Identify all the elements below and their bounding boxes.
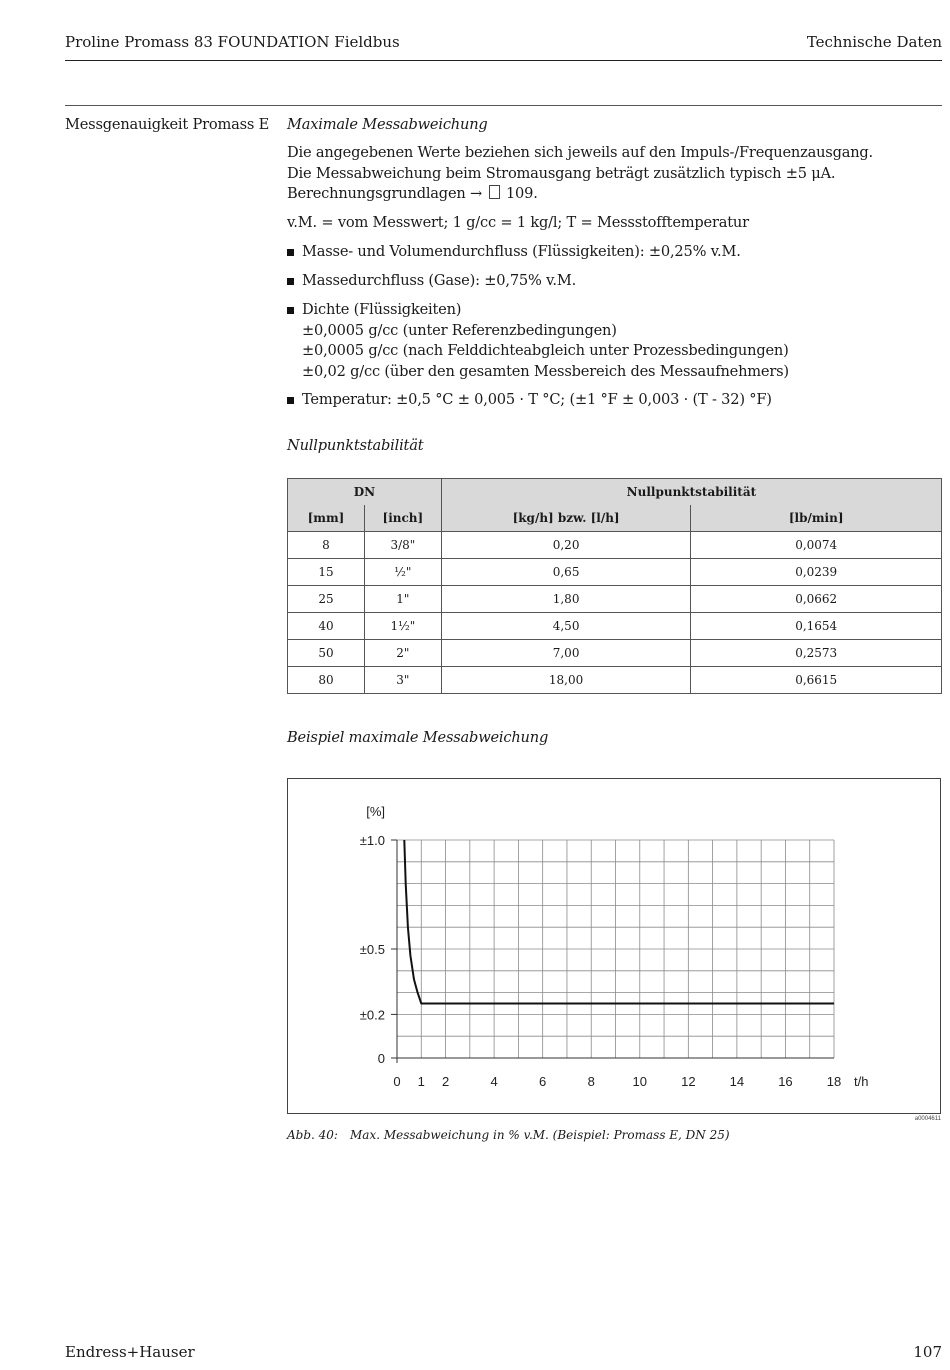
y-tick-label: 0 (377, 1051, 385, 1066)
section-rule (65, 105, 942, 106)
cell-lbmin: 0,6615 (691, 667, 942, 694)
bullet-square (287, 307, 294, 314)
bullet-density (287, 300, 789, 382)
table-row (288, 532, 942, 559)
deviation-chart (287, 778, 941, 1114)
x-tick-label: 6 (539, 1074, 547, 1089)
x-tick-label: 18 (826, 1074, 842, 1089)
y-axis-label: [%] (366, 804, 385, 819)
y-tick-label: ±0.5 (359, 942, 385, 957)
cell-lbmin: 0,2573 (691, 640, 942, 667)
bullet-mass-gas (287, 271, 576, 292)
table-row (288, 586, 942, 613)
density-line-3: ±0,02 g/cc (über den gesamten Messbereich des Messaufnehmers) (302, 362, 789, 380)
cell-inch: 2" (364, 640, 441, 667)
x-tick-label: 16 (778, 1074, 793, 1089)
bullet-temperature (287, 390, 772, 411)
cell-mm: 25 (288, 586, 365, 613)
x-tick-label: 8 (587, 1074, 595, 1089)
table-row (288, 667, 942, 694)
heading-example: Beispiel maximale Messabweichung (287, 729, 549, 746)
cell-mm: 80 (288, 667, 365, 694)
intro-line-3-prefix: Berechnungsgrundlagen → (287, 185, 483, 202)
cell-lbmin: 0,0239 (691, 559, 942, 586)
heading-max-deviation: Maximale Messabweichung (287, 116, 488, 133)
zero-stability-table (287, 478, 942, 694)
bullet-square (287, 278, 294, 285)
x-tick-label: 1 (417, 1074, 425, 1089)
x-axis-label: t/h (854, 1074, 869, 1089)
x-tick-label: 14 (729, 1074, 745, 1089)
col-group-zero: Nullpunktstabilität (441, 479, 941, 506)
figure-caption (287, 1128, 730, 1142)
col-group-dn: DN (288, 479, 442, 506)
intro-paragraph (287, 143, 942, 205)
col-header-lbmin: [lb/min] (691, 505, 942, 532)
cell-lbmin: 0,1654 (691, 613, 942, 640)
cell-kgh: 0,20 (441, 532, 691, 559)
cell-inch: 3/8" (364, 532, 441, 559)
col-header-kgh: [kg/h] bzw. [l/h] (441, 505, 691, 532)
page-number: 107 (913, 1343, 942, 1361)
intro-line-1: Die angegebenen Werte beziehen sich jeweils auf den Impuls-/Frequenzausgang. (287, 144, 874, 161)
cell-lbmin: 0,0074 (691, 532, 942, 559)
bullet-text: Masse- und Volumendurchfluss (Flüssigkeiten): ±0,25% v.M. (302, 243, 741, 260)
bullet-text: Temperatur: ±0,5 °C ± 0,005 · T °C; (±1 °F ± 0,003 · (T - 32) °F) (302, 391, 772, 408)
cell-kgh: 18,00 (441, 667, 691, 694)
cell-kgh: 7,00 (441, 640, 691, 667)
cell-inch: ½" (364, 559, 441, 586)
x-tick-label: 4 (490, 1074, 498, 1089)
cell-kgh: 4,50 (441, 613, 691, 640)
figure-code: a0004611 (914, 1116, 941, 1122)
table-row (288, 640, 942, 667)
table-row (288, 613, 942, 640)
cell-mm: 40 (288, 613, 365, 640)
cell-kgh: 1,80 (441, 586, 691, 613)
density-line-1: ±0,0005 g/cc (unter Referenzbedingungen) (302, 321, 617, 339)
bullet-square (287, 249, 294, 256)
cell-mm: 8 (288, 532, 365, 559)
cell-kgh: 0,65 (441, 559, 691, 586)
section-label: Messgenauigkeit Promass E (65, 116, 270, 133)
cell-inch: 1" (364, 586, 441, 613)
header-title: Proline Promass 83 FOUNDATION Fieldbus (65, 33, 400, 51)
page-ref-link[interactable]: 109. (505, 185, 538, 202)
cell-lbmin: 0,0662 (691, 586, 942, 613)
intro-line-2: Die Messabweichung beim Stromausgang beträgt zusätzlich typisch ±5 μA. (287, 164, 836, 182)
definition-line: v.M. = vom Messwert; 1 g/cc = 1 kg/l; T = Messstofftemperatur (287, 214, 749, 231)
cell-inch: 3" (364, 667, 441, 694)
x-tick-label: 0 (393, 1074, 401, 1089)
header-section: Technische Daten (806, 33, 942, 51)
bullet-text: Dichte (Flüssigkeiten) (302, 301, 462, 318)
bullet-text: Massedurchfluss (Gase): ±0,75% v.M. (302, 272, 577, 289)
bullet-mass-volume (287, 242, 741, 263)
series-line (404, 840, 834, 1004)
density-line-2: ±0,0005 g/cc (nach Felddichteabgleich unter Prozessbedingungen) (302, 342, 789, 359)
header-rule (65, 60, 942, 61)
y-tick-label: ±1.0 (359, 833, 385, 848)
footer-company: Endress+Hauser (65, 1343, 195, 1361)
x-tick-label: 2 (441, 1074, 450, 1089)
cell-inch: 1½" (364, 613, 441, 640)
col-header-mm: [mm] (288, 505, 365, 532)
heading-zero-stability: Nullpunktstabilität (287, 437, 424, 454)
page-ref-icon (489, 185, 500, 199)
cell-mm: 15 (288, 559, 365, 586)
table-body (288, 532, 942, 694)
x-tick-label: 12 (681, 1074, 696, 1089)
caption-number: Abb. 40: (287, 1128, 338, 1142)
cell-mm: 50 (288, 640, 365, 667)
col-header-inch: [inch] (364, 505, 441, 532)
intro-line-3 (287, 184, 942, 205)
bullet-square (287, 397, 294, 404)
x-tick-label: 10 (632, 1074, 648, 1089)
table-row (288, 559, 942, 586)
y-tick-label: ±0.2 (359, 1007, 385, 1023)
caption-text: Max. Messabweichung in % v.M. (Beispiel: Promass E, DN 25) (350, 1128, 730, 1142)
